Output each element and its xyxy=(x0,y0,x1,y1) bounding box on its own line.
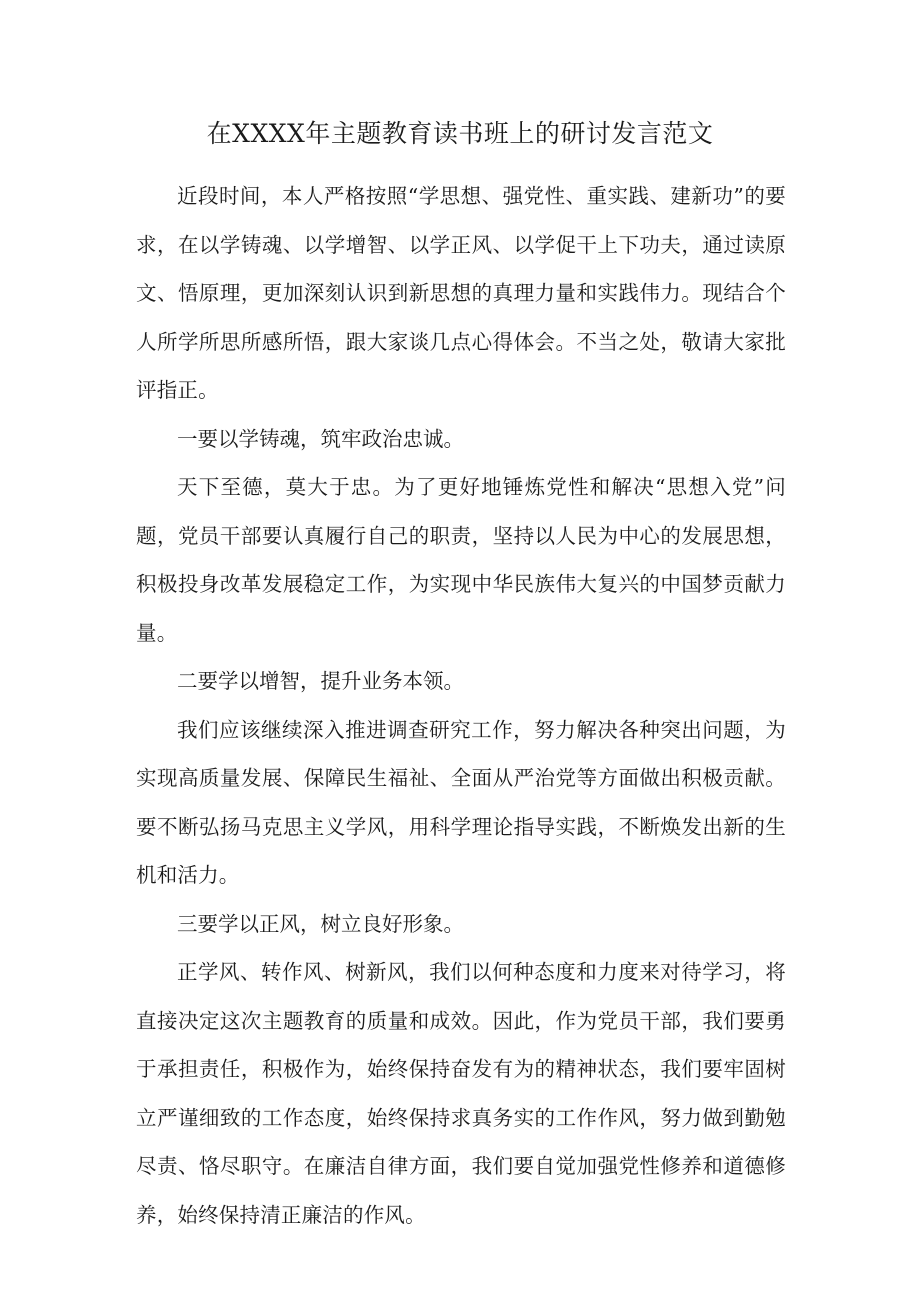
section-heading-1: 一要以学铸魂，筑牢政治忠诚。 xyxy=(177,426,464,451)
section-heading-3: 三要学以正风，树立良好形象。 xyxy=(177,911,464,936)
paragraph-section-1: 天下至德，莫大于忠。为了更好地锤炼党性和解决“思想入党”问题，党员干部要认真履行自己的职责，坚持以人民为中心的发展思想，积极投身改革发展稳定工作，为实现中华民族伟大复兴的中国梦贡献力量。 xyxy=(136,475,786,645)
document-title: 在XXXX年主题教育读书班上的研讨发言范文 xyxy=(206,119,714,148)
paragraph-intro: 近段时间，本人严格按照“学思想、强党性、重实践、建新功”的要求，在以学铸魂、以学增智、以学正风、以学促干上下功夫，通过读原文、悟原理，更加深刻认识到新思想的真理力量和实践伟力。现结合个人所学所思所感所悟，跟大家谈几点心得体会。不当之处，敬请大家批评指正。 xyxy=(136,184,786,402)
paragraph-section-2: 我们应该继续深入推进调查研究工作，努力解决各种突出问题，为实现高质量发展、保障民生福祉、全面从严治党等方面做出积极贡献。要不断弘扬马克思主义学风，用科学理论指导实践，不断焕发出新的生机和活力。 xyxy=(136,717,786,887)
paragraph-section-3: 正学风、转作风、树新风，我们以何种态度和力度来对待学习，将直接决定这次主题教育的质量和成效。因此，作为党员干部，我们要勇于承担责任，积极作为，始终保持奋发有为的精神状态，我们要牢固树立严谨细致的工作态度，始终保持求真务实的工作作风，努力做到勤勉尽责、恪尽职守。在廉洁自律方面，我们要自觉加强党性修养和道德修养，始终保持清正廉洁的作风。 xyxy=(136,960,786,1227)
document-body xyxy=(136,172,786,1239)
section-heading-2: 二要学以增智，提升业务本领。 xyxy=(177,669,464,693)
